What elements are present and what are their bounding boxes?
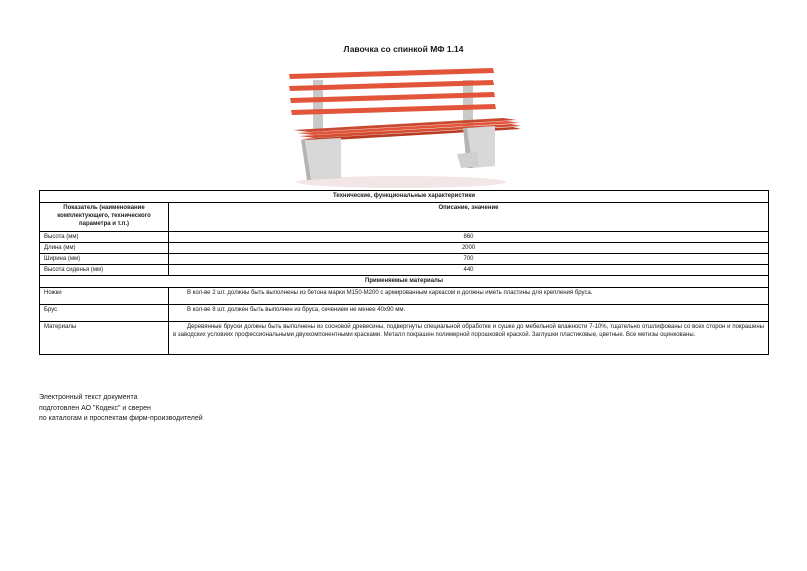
row-label: Высота (мм) [40,232,169,243]
material-label: Материалы [40,322,169,355]
materials-section-row [40,276,769,288]
material-row [40,322,769,355]
material-label: Ножки [40,288,169,305]
material-description: Деревянные бруски должны быть выполнены из сосновой древесины, подвергнуты специальной обработке и сушке до мебельной влажности 7-10%, тщательно отшлифованы со всех сторон и покрашены в заводских условиях профессиональными двухкомпонентными красками. Металл покрашен полимерной порошковой краской. Заглушки пластиковые, цветные. Все метизы оцинкованы. [169,322,769,355]
table-row [40,265,769,276]
row-label: Высота сиденья (мм) [40,265,169,276]
row-value: 860 [169,232,769,243]
table-row [40,232,769,243]
bench-leg-left [305,138,341,180]
table-header-row [40,203,769,232]
table-row [40,243,769,254]
material-row [40,288,769,305]
footer-note-line: по каталогам и проспектам фирм-производителей [39,415,203,422]
bench-back-slat [289,68,494,79]
row-label: Ширина (мм) [40,254,169,265]
material-row [40,305,769,322]
bench-image [281,62,521,190]
material-label: Брус [40,305,169,322]
col-header-value: Описание, значение [169,203,769,232]
tech-section-row [40,191,769,203]
col-header-indicator: Показатель (наименование комплектующего, технического параметра и т.п.) [40,203,169,232]
tech-section-title: Технические, функциональные характеристики [40,191,769,203]
footer-note [39,393,203,425]
row-label: Длина (мм) [40,243,169,254]
document-title: Лавочка со спинкой МФ 1.14 [343,44,464,54]
row-value: 700 [169,254,769,265]
footer-note-line: подготовлен АО "Кодекс" и сверен [39,404,151,412]
bench-leg-right-foot [457,152,479,168]
row-value: 440 [169,265,769,276]
table-row [40,254,769,265]
spec-table [39,190,769,355]
material-description: В кол-ве 2 шт. должны быть выполнены из бетона марки М150-М200 с армированным каркасом и должны иметь пластины для крепления бруса. [169,288,769,305]
materials-section-title: Применяемые материалы [40,276,769,288]
material-description: В кол-ве 8 шт. должен быть выполнен из бруса, сечением не менее 40х90 мм. [169,305,769,322]
row-value: 2000 [169,243,769,254]
footer-note-line: Электронный текст документа [39,394,138,401]
